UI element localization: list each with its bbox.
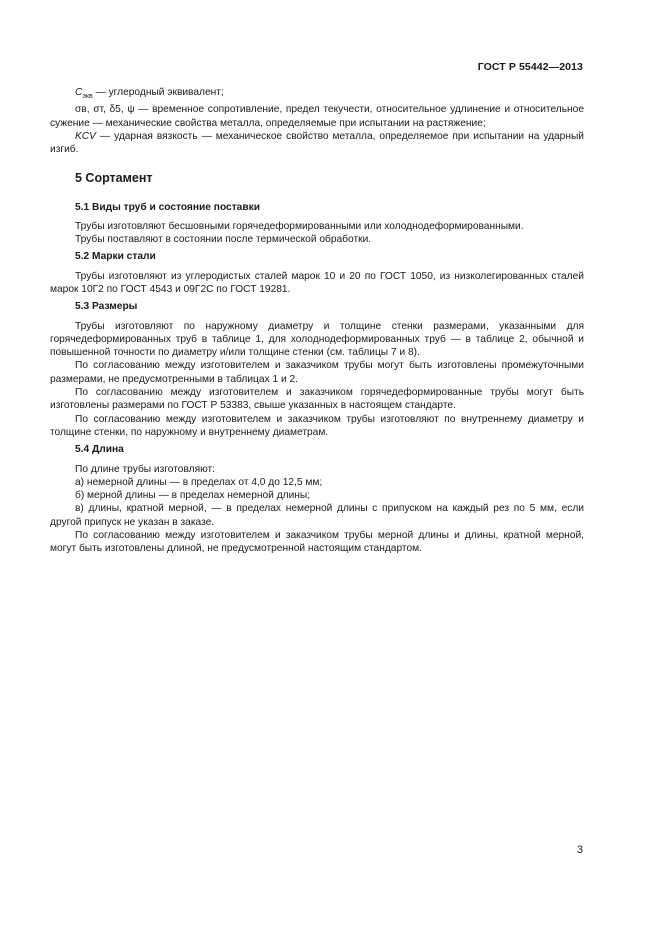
section-5-3-p3: По согласованию между изготовителем и заказчиком горячедеформированные трубы могут быть изготовлены размерами по ГОСТ Р 53383, свыше указанных в настоящем стандарте. [50, 387, 584, 412]
section-5-4-title: 5.4 Длина [75, 444, 124, 456]
document-code: ГОСТ Р 55442—2013 [477, 61, 583, 73]
section-5-4-p3: б) мерной длины — в пределах немерной длины; [75, 490, 311, 502]
cekv-subscript: экв [82, 93, 93, 101]
section-5-title: 5 Сортамент [75, 170, 153, 185]
kcv-text: — ударная вязкость — механическое свойство металла, определяемое при испытании на ударный изгиб. [50, 130, 584, 156]
definition-kcv [50, 130, 584, 157]
cekv-symbol: C [75, 87, 83, 98]
section-5-3-p4: По согласованию между изготовителем и заказчиком трубы изготовляют по внутреннему диаметру и толщине стенки, по наружному и внутреннему диаметрам. [50, 413, 584, 438]
section-5-1-title: 5.1 Виды труб и состояние поставки [75, 201, 260, 213]
section-5-2-p1: Трубы изготовляют из углеродистых сталей марок 10 и 20 по ГОСТ 1050, из низколегированных сталей марок 10Г2 по ГОСТ 4543 и 09Г2С по ГОСТ 19281. [50, 270, 584, 295]
section-5-4-p5: По согласованию между изготовителем и заказчиком трубы мерной длины и длины, кратной мерной, могут быть изготовлены длиной, не предусмотренной настоящим стандартом. [50, 530, 584, 555]
section-5-4-p2: а) немерной длины — в пределах от 4,0 до 12,5 мм; [75, 476, 323, 488]
kcv-symbol: KCV [75, 130, 96, 142]
section-5-3-p1: Трубы изготовляют по наружному диаметру и толщине стенки размерами, указанными для горячедеформированных труб в таблице 1, для холоднодеформированных труб — в таблице 2, обычной и повышенной точности по диаметру и/или толщине стенки (см. таблицы 7 и 8). [50, 320, 584, 359]
section-5-4-p4: в) длины, кратной мерной, — в пределах немерной длины с припуском на каждый рез по 5 мм, если другой припуск не указан в заказе. [50, 503, 584, 528]
section-5-4-p1: По длине трубы изготовляют: [75, 463, 215, 475]
section-5-2-title: 5.2 Марки стали [75, 251, 156, 263]
section-5-1-p2: Трубы поставляют в состоянии после термической обработки. [75, 234, 372, 246]
page-content [50, 86, 584, 556]
section-5-3-title: 5.3 Размеры [75, 301, 138, 313]
cekv-text: — углеродный эквивалент; [92, 87, 224, 98]
section-5-3-p2: По согласованию между изготовителем и заказчиком трубы могут быть изготовлены промежуточными размерами, не предусмотренными в таблицах 1 и 2. [50, 360, 584, 385]
definition-sigma: σв, σт, δ5, ψ — временное сопротивление, предел текучести, относительное удлинение и относительное сужение — механические свойства металла, определяемые при испытании на растяжение; [50, 104, 584, 129]
section-5-1-p1: Трубы изготовляют бесшовными горячедеформированными или холоднодеформированными. [75, 220, 524, 232]
page-number: 3 [576, 844, 583, 856]
definition-cekv [50, 86, 584, 103]
